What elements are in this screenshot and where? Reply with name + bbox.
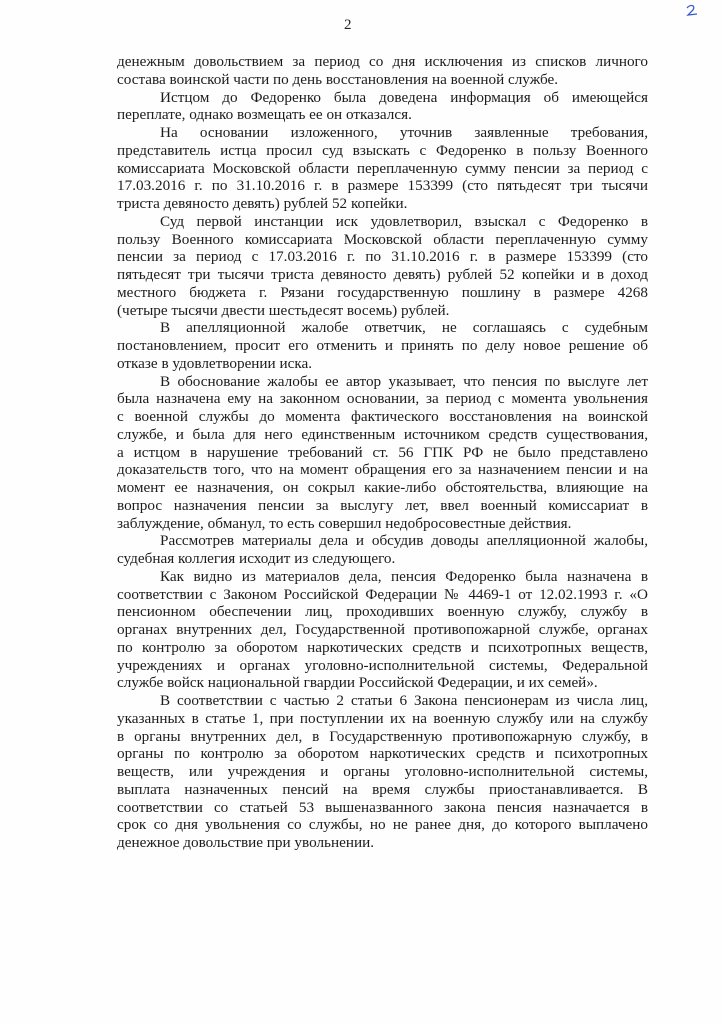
text-line: На основании изложенного, уточнив заявленные требования,	[160, 124, 648, 141]
text-line: денежное довольствие при увольнении.	[117, 834, 375, 851]
text-line: службе войск национальной гвардии Российской Федерации, и их семей».	[117, 674, 598, 692]
text-line: Как видно из материалов дела, пенсия Федоренко была назначена в	[160, 567, 648, 585]
paragraph	[117, 373, 648, 533]
text-line: с военной службы до момента фактического восстановления на воинской	[117, 408, 648, 425]
paragraph	[117, 213, 648, 320]
text-line: а истцом в нарушение требований ст. 56 ГПК РФ не было представлено	[117, 443, 648, 461]
text-line: доказательств того, что на момент обращения его за назначением пенсии и на	[117, 461, 648, 479]
text-line: судебная коллегия исходит из следующего.	[117, 550, 396, 567]
text-line: Суд первой инстанции иск удовлетворил, взыскал с Федоренко в	[160, 212, 648, 230]
text-line: Рассмотрев материалы дела и обсудив доводы апелляционной жалобы,	[160, 532, 648, 550]
text-line: пенсионном обеспечении лиц, проходивших военную службу, службу в	[117, 603, 648, 621]
paragraph	[117, 532, 648, 568]
page-number: 2	[344, 17, 352, 33]
text-line: вопрос назначения пенсии за выслугу лет, ввел военный комиссариат в	[117, 496, 648, 514]
document-body	[117, 53, 648, 852]
text-line: 17.03.2016 г. по 31.10.2016 г. в размере 153399 (сто пятьдесят три тысячи	[117, 177, 648, 195]
text-line: срок со дня увольнения со службы, но не ранее дня, до которого выплачено	[117, 816, 648, 834]
paragraph	[117, 89, 648, 125]
text-line: службе, и была для него единственным источником средств существования,	[117, 425, 648, 443]
paragraph	[117, 124, 648, 213]
text-line: момент ее назначения, он сокрыл какие-либо обстоятельства, влияющие на	[117, 479, 648, 496]
text-line: триста девяносто девять) рублей 52 копейки.	[117, 195, 408, 212]
text-line: соответствии со статьей 53 вышеназванного закона пенсия назначается в	[117, 798, 648, 816]
text-line: В апелляционной жалобе ответчик, не соглашаясь с судебным	[160, 319, 648, 337]
text-line: представитель истца просил суд взыскать с Федоренко в пользу Военного	[117, 141, 648, 159]
handwritten-page-mark	[684, 4, 700, 18]
text-line: В обоснование жалобы ее автор указывает, что пенсия по выслуге лет	[160, 372, 648, 390]
text-line: пятьдесят три тысячи триста девяносто девять) рублей 52 копейки и в доход	[117, 266, 648, 283]
text-line: была назначена ему на законном основании, за период с момента увольнения	[117, 390, 648, 408]
text-line: отказе в удовлетворении иска.	[117, 354, 313, 372]
text-line: комиссариата Московской области переплаченную сумму пенсии за период с	[117, 159, 648, 177]
paragraph	[117, 692, 648, 852]
text-line: Истцом до Федоренко была доведена информация об имеющейся	[160, 88, 648, 106]
text-line: учреждениях и органах уголовно-исполнительной системы, Федеральной	[117, 656, 648, 674]
text-line: указанных в статье 1, при поступлении их на военную службу или на службу	[117, 709, 648, 727]
text-line: В соответствии с частью 2 статьи 6 Закона пенсионерам из числа лиц,	[160, 692, 648, 709]
text-line: состава воинской части по день восстановления на военной службе.	[117, 70, 559, 88]
text-line: соответствии с Законом Российской Федерации № 4469-1 от 12.02.1993 г. «О	[117, 585, 648, 603]
paragraph	[117, 319, 648, 372]
text-line: веществ, или учреждения и органы уголовно-исполнительной системы,	[117, 763, 648, 780]
text-line: пенсии за период с 17.03.2016 г. по 31.10.2016 г. в размере 153399 (сто	[117, 248, 648, 266]
text-line: по контролю за оборотом наркотических средств и психотропных веществ,	[117, 638, 648, 656]
text-line: местного бюджета г. Рязани государственную пошлину в размере 4268	[117, 283, 648, 301]
text-line: переплате, однако возмещать ее он отказался.	[117, 106, 412, 124]
text-line: выплата назначенных пенсий на время службы приостанавливается. В	[117, 780, 648, 798]
text-line: постановлением, просит его отменить и принять по делу новое решение об	[117, 337, 648, 354]
text-line: в органы внутренних дел, в Государственную противопожарную службу, в	[117, 727, 648, 745]
text-line: денежным довольствием за период со дня исключения из списков личного	[117, 53, 648, 70]
text-line: заблуждение, обманул, то есть совершил недобросовестные действия.	[117, 514, 572, 532]
text-line: органы по контролю за оборотом наркотических средств и психотропных	[117, 745, 648, 763]
paragraph	[117, 568, 648, 692]
text-line: органах внутренних дел, Государственной противопожарной службе, органах	[117, 621, 648, 638]
text-line: (четыре тысячи двести шестьдесят восемь) рублей.	[117, 301, 450, 319]
paragraph	[117, 53, 648, 89]
text-line: пользу Военного комиссариата Московской области переплаченную сумму	[117, 230, 648, 248]
